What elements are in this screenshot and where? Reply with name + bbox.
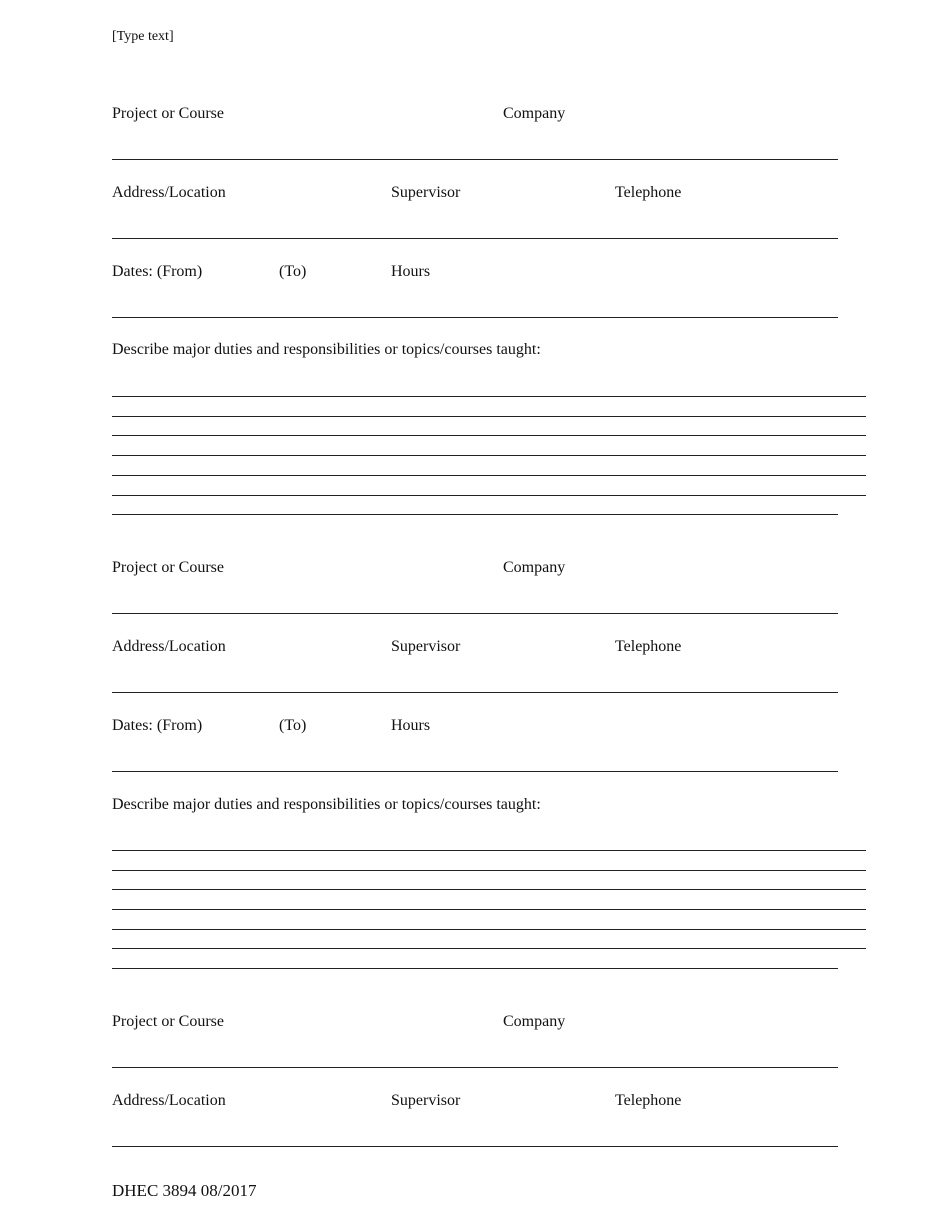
- duties-line[interactable]: [112, 968, 838, 969]
- telephone-label: Telephone: [615, 184, 682, 201]
- form-id-footer: DHEC 3894 08/2017: [112, 1181, 257, 1200]
- dates-from-label: Dates: (From): [112, 717, 203, 734]
- project-company-line[interactable]: [112, 613, 838, 614]
- duties-line[interactable]: [112, 514, 838, 515]
- telephone-label: Telephone: [615, 1092, 682, 1109]
- project-company-line[interactable]: [112, 1067, 838, 1068]
- duties-line[interactable]: [112, 929, 866, 930]
- project-label: Project or Course: [112, 559, 224, 576]
- duties-line[interactable]: [112, 948, 866, 949]
- dates-from-label: Dates: (From): [112, 263, 203, 280]
- duties-line[interactable]: [112, 870, 866, 871]
- telephone-label: Telephone: [615, 638, 682, 655]
- duties-line[interactable]: [112, 495, 866, 496]
- supervisor-label: Supervisor: [391, 1092, 461, 1109]
- duties-line[interactable]: [112, 435, 866, 436]
- duties-line[interactable]: [112, 850, 866, 851]
- duties-line[interactable]: [112, 396, 866, 397]
- address-line[interactable]: [112, 692, 838, 693]
- supervisor-label: Supervisor: [391, 638, 461, 655]
- describe-label: Describe major duties and responsibilities or topics/courses taught:: [112, 796, 541, 813]
- project-label: Project or Course: [112, 1013, 224, 1030]
- company-label: Company: [503, 1013, 566, 1030]
- address-label: Address/Location: [112, 638, 226, 655]
- duties-line[interactable]: [112, 455, 866, 456]
- company-label: Company: [503, 105, 566, 122]
- hours-label: Hours: [391, 263, 431, 280]
- hours-label: Hours: [391, 717, 431, 734]
- company-label: Company: [503, 559, 566, 576]
- address-label: Address/Location: [112, 184, 226, 201]
- project-label: Project or Course: [112, 105, 224, 122]
- duties-line[interactable]: [112, 475, 866, 476]
- header-placeholder[interactable]: [Type text]: [112, 29, 174, 44]
- dates-line[interactable]: [112, 317, 838, 318]
- supervisor-label: Supervisor: [391, 184, 461, 201]
- duties-line[interactable]: [112, 889, 866, 890]
- dates-line[interactable]: [112, 771, 838, 772]
- address-label: Address/Location: [112, 1092, 226, 1109]
- duties-line[interactable]: [112, 909, 866, 910]
- address-line[interactable]: [112, 238, 838, 239]
- project-company-line[interactable]: [112, 159, 838, 160]
- describe-label: Describe major duties and responsibilities or topics/courses taught:: [112, 341, 541, 358]
- duties-line[interactable]: [112, 416, 866, 417]
- address-line[interactable]: [112, 1146, 838, 1147]
- dates-to-label: (To): [279, 717, 307, 734]
- dates-to-label: (To): [279, 263, 307, 280]
